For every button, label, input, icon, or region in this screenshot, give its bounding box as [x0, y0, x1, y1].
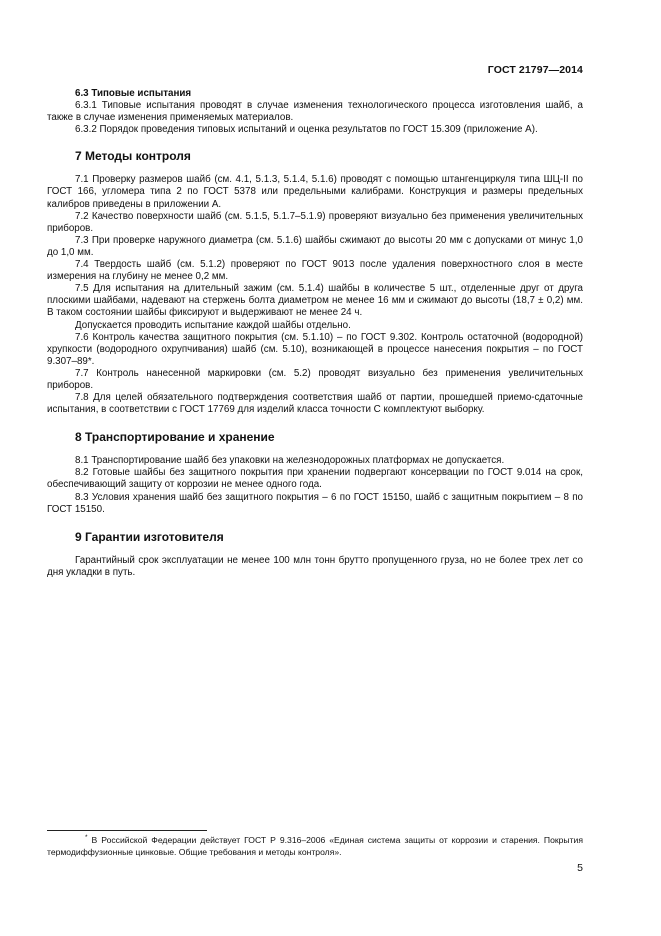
footnote	[47, 835, 583, 858]
paragraph: 8.1 Транспортирование шайб без упаковки на железнодорожных платформах не допускается.	[75, 455, 505, 467]
footnote-marker: *	[85, 834, 88, 842]
page-header: ГОСТ 21797—2014	[487, 64, 583, 76]
paragraph: 7.3 При проверке наружного диаметра (см. 5.1.6) шайбы сжимают до высоты 20 мм с допусками от минус 1,0 до 1,0 мм.	[47, 234, 583, 258]
paragraph: 8.2 Готовые шайбы без защитного покрытия при хранении подвергают консервации по ГОСТ 9.014 на срок, обеспечивающий защиту от коррозии не менее одного года.	[47, 467, 583, 491]
paragraph: 7.6 Контроль качества защитного покрытия (см. 5.1.10) – по ГОСТ 9.302. Контроль остаточной (водородной) хрупкости (водородного охрупчивания) шайб (см. 5.10), возникающей в процессе нанесения покрытия – по ГОСТ 9.307–89*.	[47, 331, 583, 367]
page-number: 5	[577, 862, 583, 874]
section-heading: 9 Гарантии изготовителя	[75, 529, 224, 544]
paragraph: Допускается проводить испытание каждой шайбы отдельно.	[75, 319, 351, 331]
paragraph: 7.7 Контроль нанесенной маркировки (см. 5.2) проводят визуально без применения увеличительных приборов.	[47, 367, 583, 391]
footnote-text: В Российской Федерации действует ГОСТ Р 9.316–2006 «Единая система защиты от коррозии и старения. Покрытия термодиффузионные цинковые. Общие требования и методы контроля».	[47, 835, 583, 857]
paragraph: 7.8 Для целей обязательного подтверждения соответствия шайб от партии, прошедшей приемо-сдаточные испытания, в соответствии с ГОСТ 17769 для изделий класса точности С комплектуют выборку.	[47, 392, 583, 416]
footnote-divider	[47, 830, 207, 831]
paragraph: 7.2 Качество поверхности шайб (см. 5.1.5, 5.1.7–5.1.9) проверяют визуально без применения увеличительных приборов.	[47, 210, 583, 234]
document-body	[47, 88, 583, 579]
paragraph: 6.3.2 Порядок проведения типовых испытаний и оценка результатов по ГОСТ 15.309 (приложение А).	[75, 124, 538, 136]
paragraph: 6.3.1 Типовые испытания проводят в случае изменения технологического процесса изготовления шайб, а также в случае изменения применяемых материалов.	[47, 100, 583, 124]
subsection-heading: 6.3 Типовые испытания	[75, 88, 192, 99]
paragraph: 7.1 Проверку размеров шайб (см. 4.1, 5.1.3, 5.1.4, 5.1.6) проводят с помощью штангенциркуля типа ШЦ-II по ГОСТ 166, угломера типа 2 по ГОСТ 5378 или предельными калибрами. Конструкция и размеры предельных калибров приведены в приложении А.	[47, 174, 583, 210]
section-heading: 8 Транспортирование и хранение	[75, 430, 275, 445]
section-heading: 7 Методы контроля	[75, 149, 191, 164]
paragraph: 7.4 Твердость шайб (см. 5.1.2) проверяют по ГОСТ 9013 после удаления поверхностного слоя в месте измерения на глубину не менее 0,2 мм.	[47, 259, 583, 283]
paragraph: 7.5 Для испытания на длительный зажим (см. 5.1.4) шайбы в количестве 5 шт., отделенные друг от друга плоскими шайбами, надевают на стержень болта диаметром не менее 16 мм и сжимают до высоты (18,7 ± 0,2) мм. В таком состоянии шайбы фиксируют и выдерживают не менее 24 ч.	[47, 283, 583, 319]
paragraph: 8.3 Условия хранения шайб без защитного покрытия – 6 по ГОСТ 15150, шайб с защитным покрытием – 8 по ГОСТ 15150.	[47, 491, 583, 515]
paragraph: Гарантийный срок эксплуатации не менее 100 млн тонн брутто пропущенного груза, но не более трех лет со дня укладки в путь.	[47, 554, 583, 578]
